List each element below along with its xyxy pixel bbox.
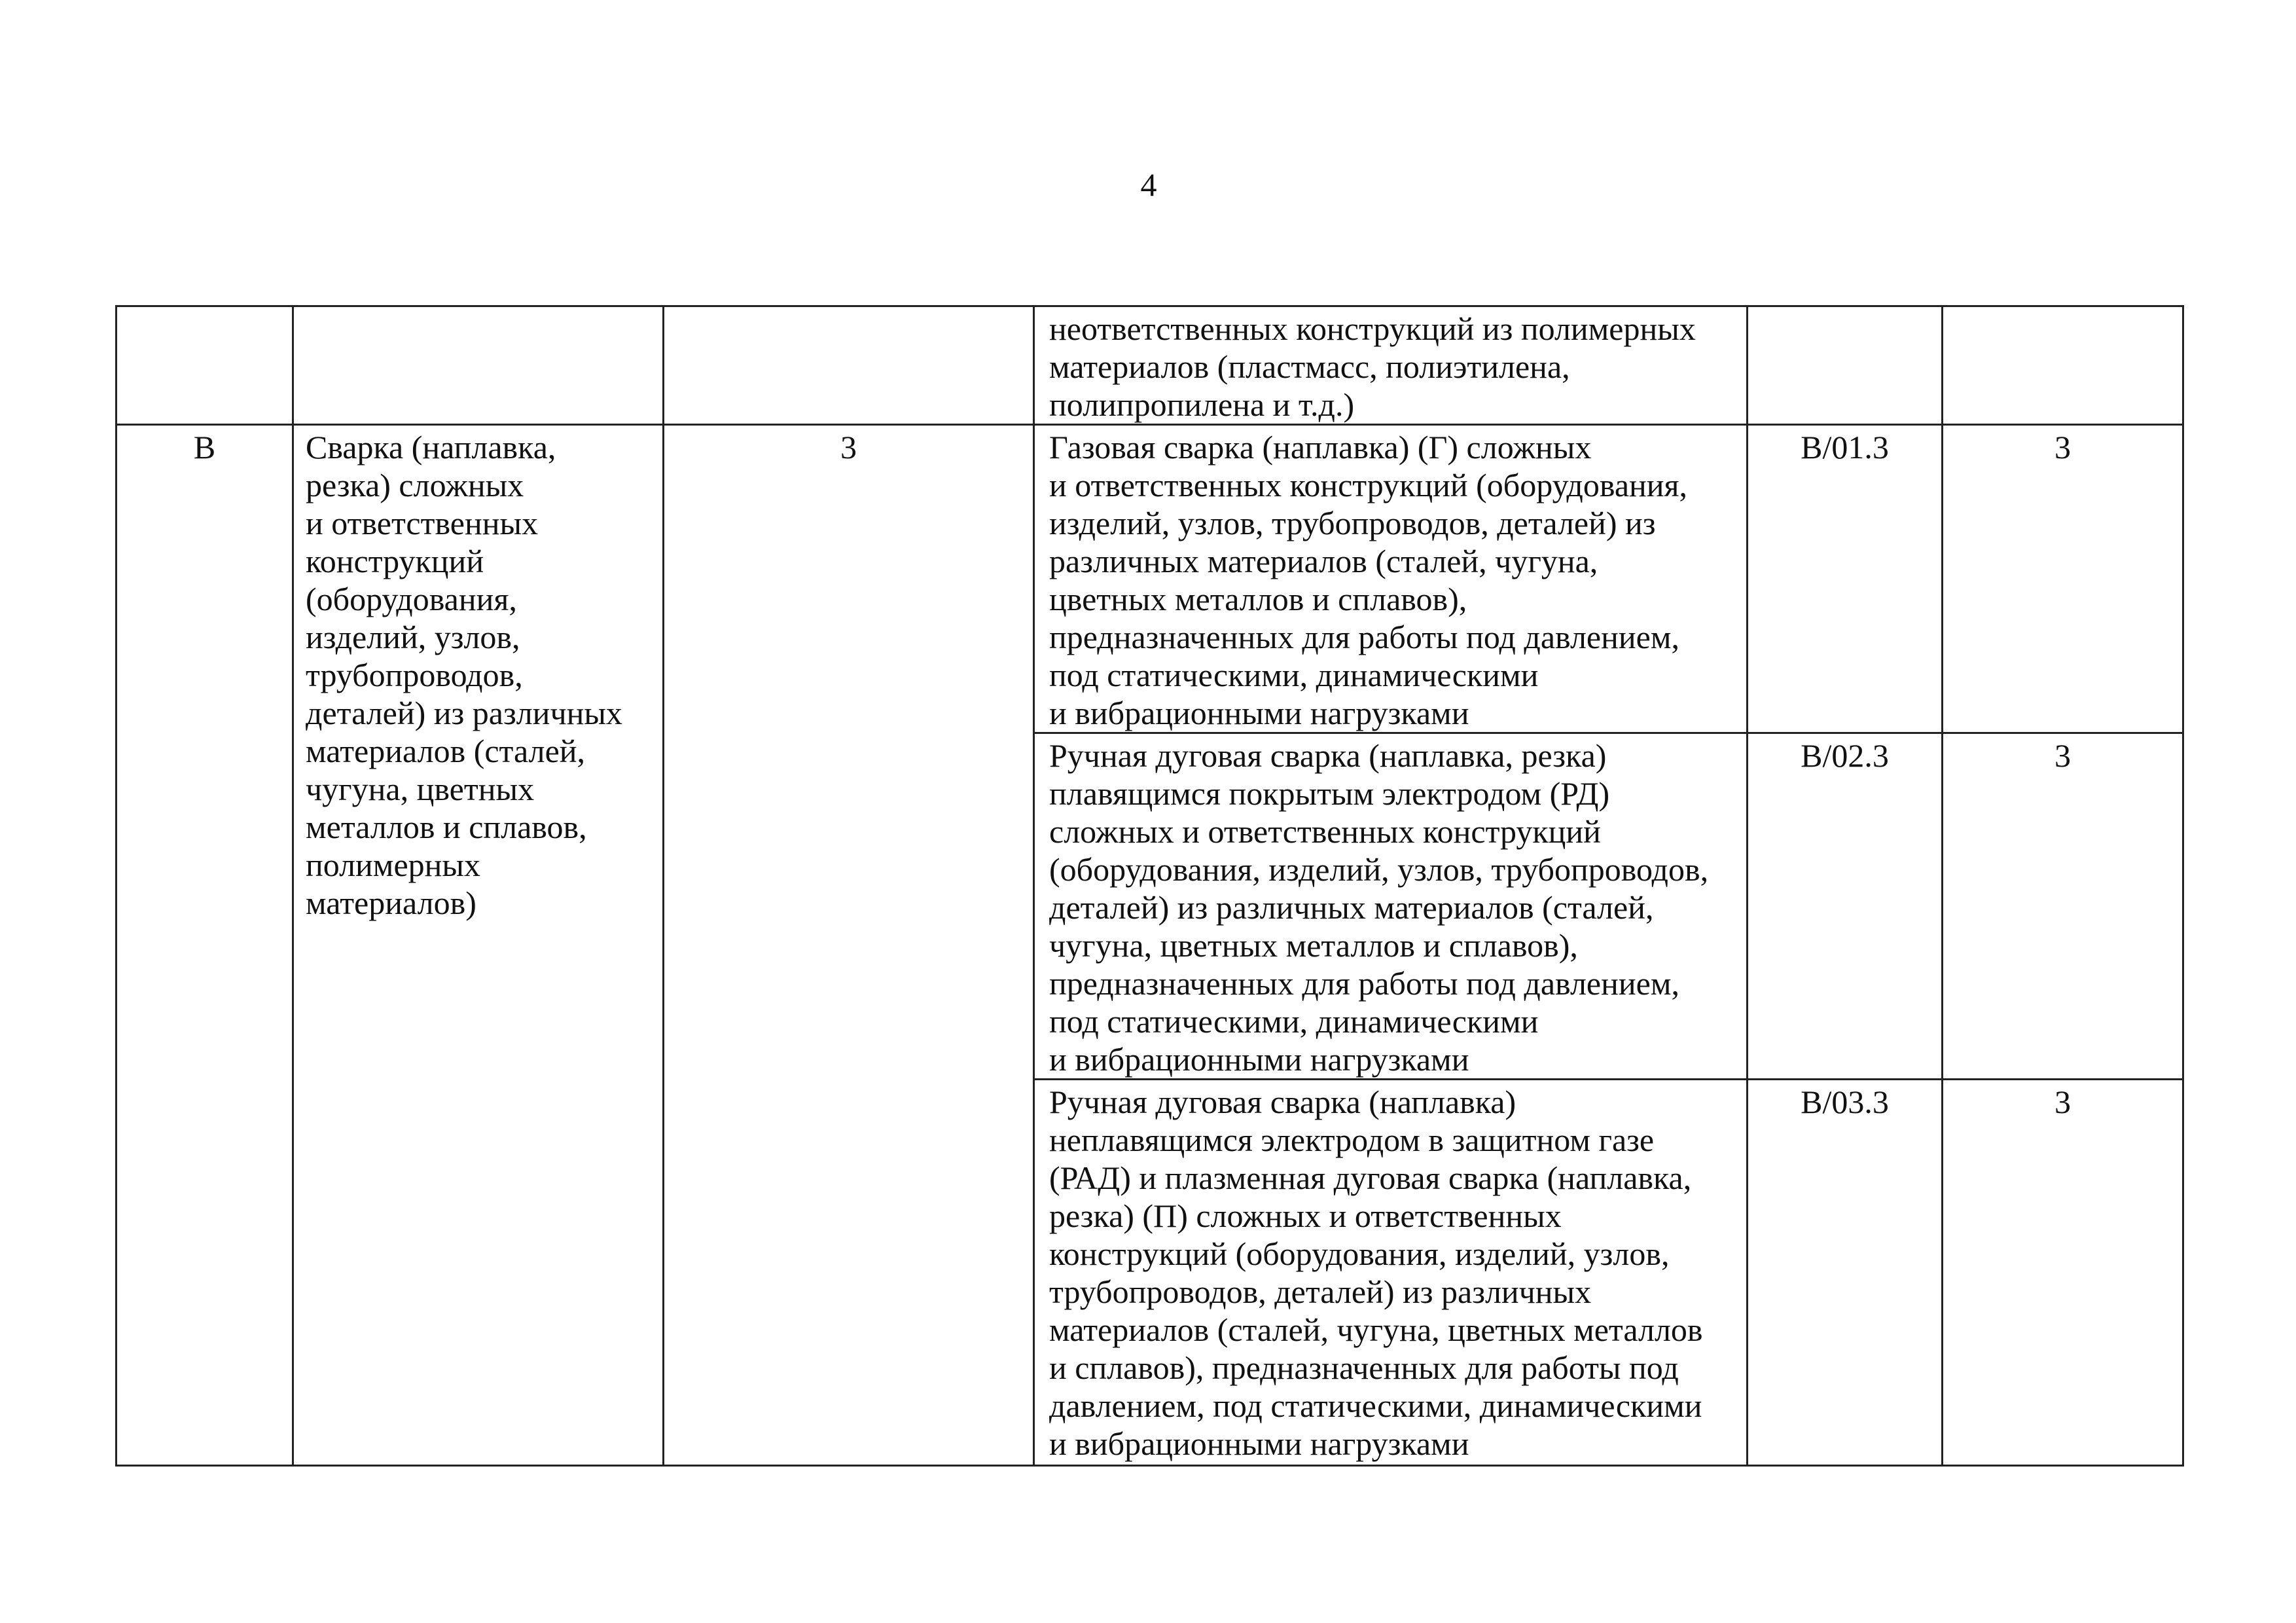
function-description: Ручная дуговая сварка (наплавка) неплавящимся электродом в защитном газе (РАД) и плазменная дуговая сварка (наплавка, резка) (П) сложных и ответственных конструкций (оборудования, изделий, узлов, трубопроводов, деталей) из различных материалов (сталей, чугуна, цветных металлов и сплавов), предназначенных для работы под давлением, под статическими, динамическими и вибрационными нагрузками (1034, 1080, 1748, 1466)
continuation-code (1748, 306, 1943, 425)
page-number: 4 (1140, 166, 1157, 203)
table-row-continuation (117, 306, 2183, 425)
function-level: 3 (1943, 425, 2183, 733)
function-description: Газовая сварка (наплавка) (Г) сложных и ответственных конструкций (оборудования, изделий, узлов, трубопроводов, деталей) из различных материалов (сталей, чугуна, цветных металлов и сплавов), предназначенных для работы под давлением, под статическими, динамическими и вибрационными нагрузками (1034, 425, 1748, 733)
group-level: 3 (664, 425, 1034, 1466)
continuation-col1 (117, 306, 293, 425)
table-row-function-1 (117, 425, 2183, 733)
continuation-col3 (664, 306, 1034, 425)
continuation-description: неответственных конструкций из полимерных материалов (пластмасс, полиэтилена, полипропилена и т.д.) (1034, 306, 1748, 425)
function-description: Ручная дуговая сварка (наплавка, резка) плавящимся покрытым электродом (РД) сложных и ответственных конструкций (оборудования, изделий, узлов, трубопроводов, деталей) из различных материалов (сталей, чугуна, цветных металлов и сплавов), предназначенных для работы под давлением, под статическими, динамическими и вибрационными нагрузками (1034, 733, 1748, 1080)
group-name: Сварка (наплавка, резка) сложных и ответственных конструкций (оборудования, изделий, узлов, трубопроводов, деталей) из различных материалов (сталей, чугуна, цветных металлов и сплавов, полимерных материалов) (293, 425, 664, 1466)
continuation-col2 (293, 306, 664, 425)
function-code: B/01.3 (1748, 425, 1943, 733)
continuation-level (1943, 306, 2183, 425)
functions-table (115, 305, 2184, 1467)
group-code: B (117, 425, 293, 1466)
function-level: 3 (1943, 1080, 2183, 1466)
function-level: 3 (1943, 733, 2183, 1080)
function-code: B/03.3 (1748, 1080, 1943, 1466)
function-code: B/02.3 (1748, 733, 1943, 1080)
